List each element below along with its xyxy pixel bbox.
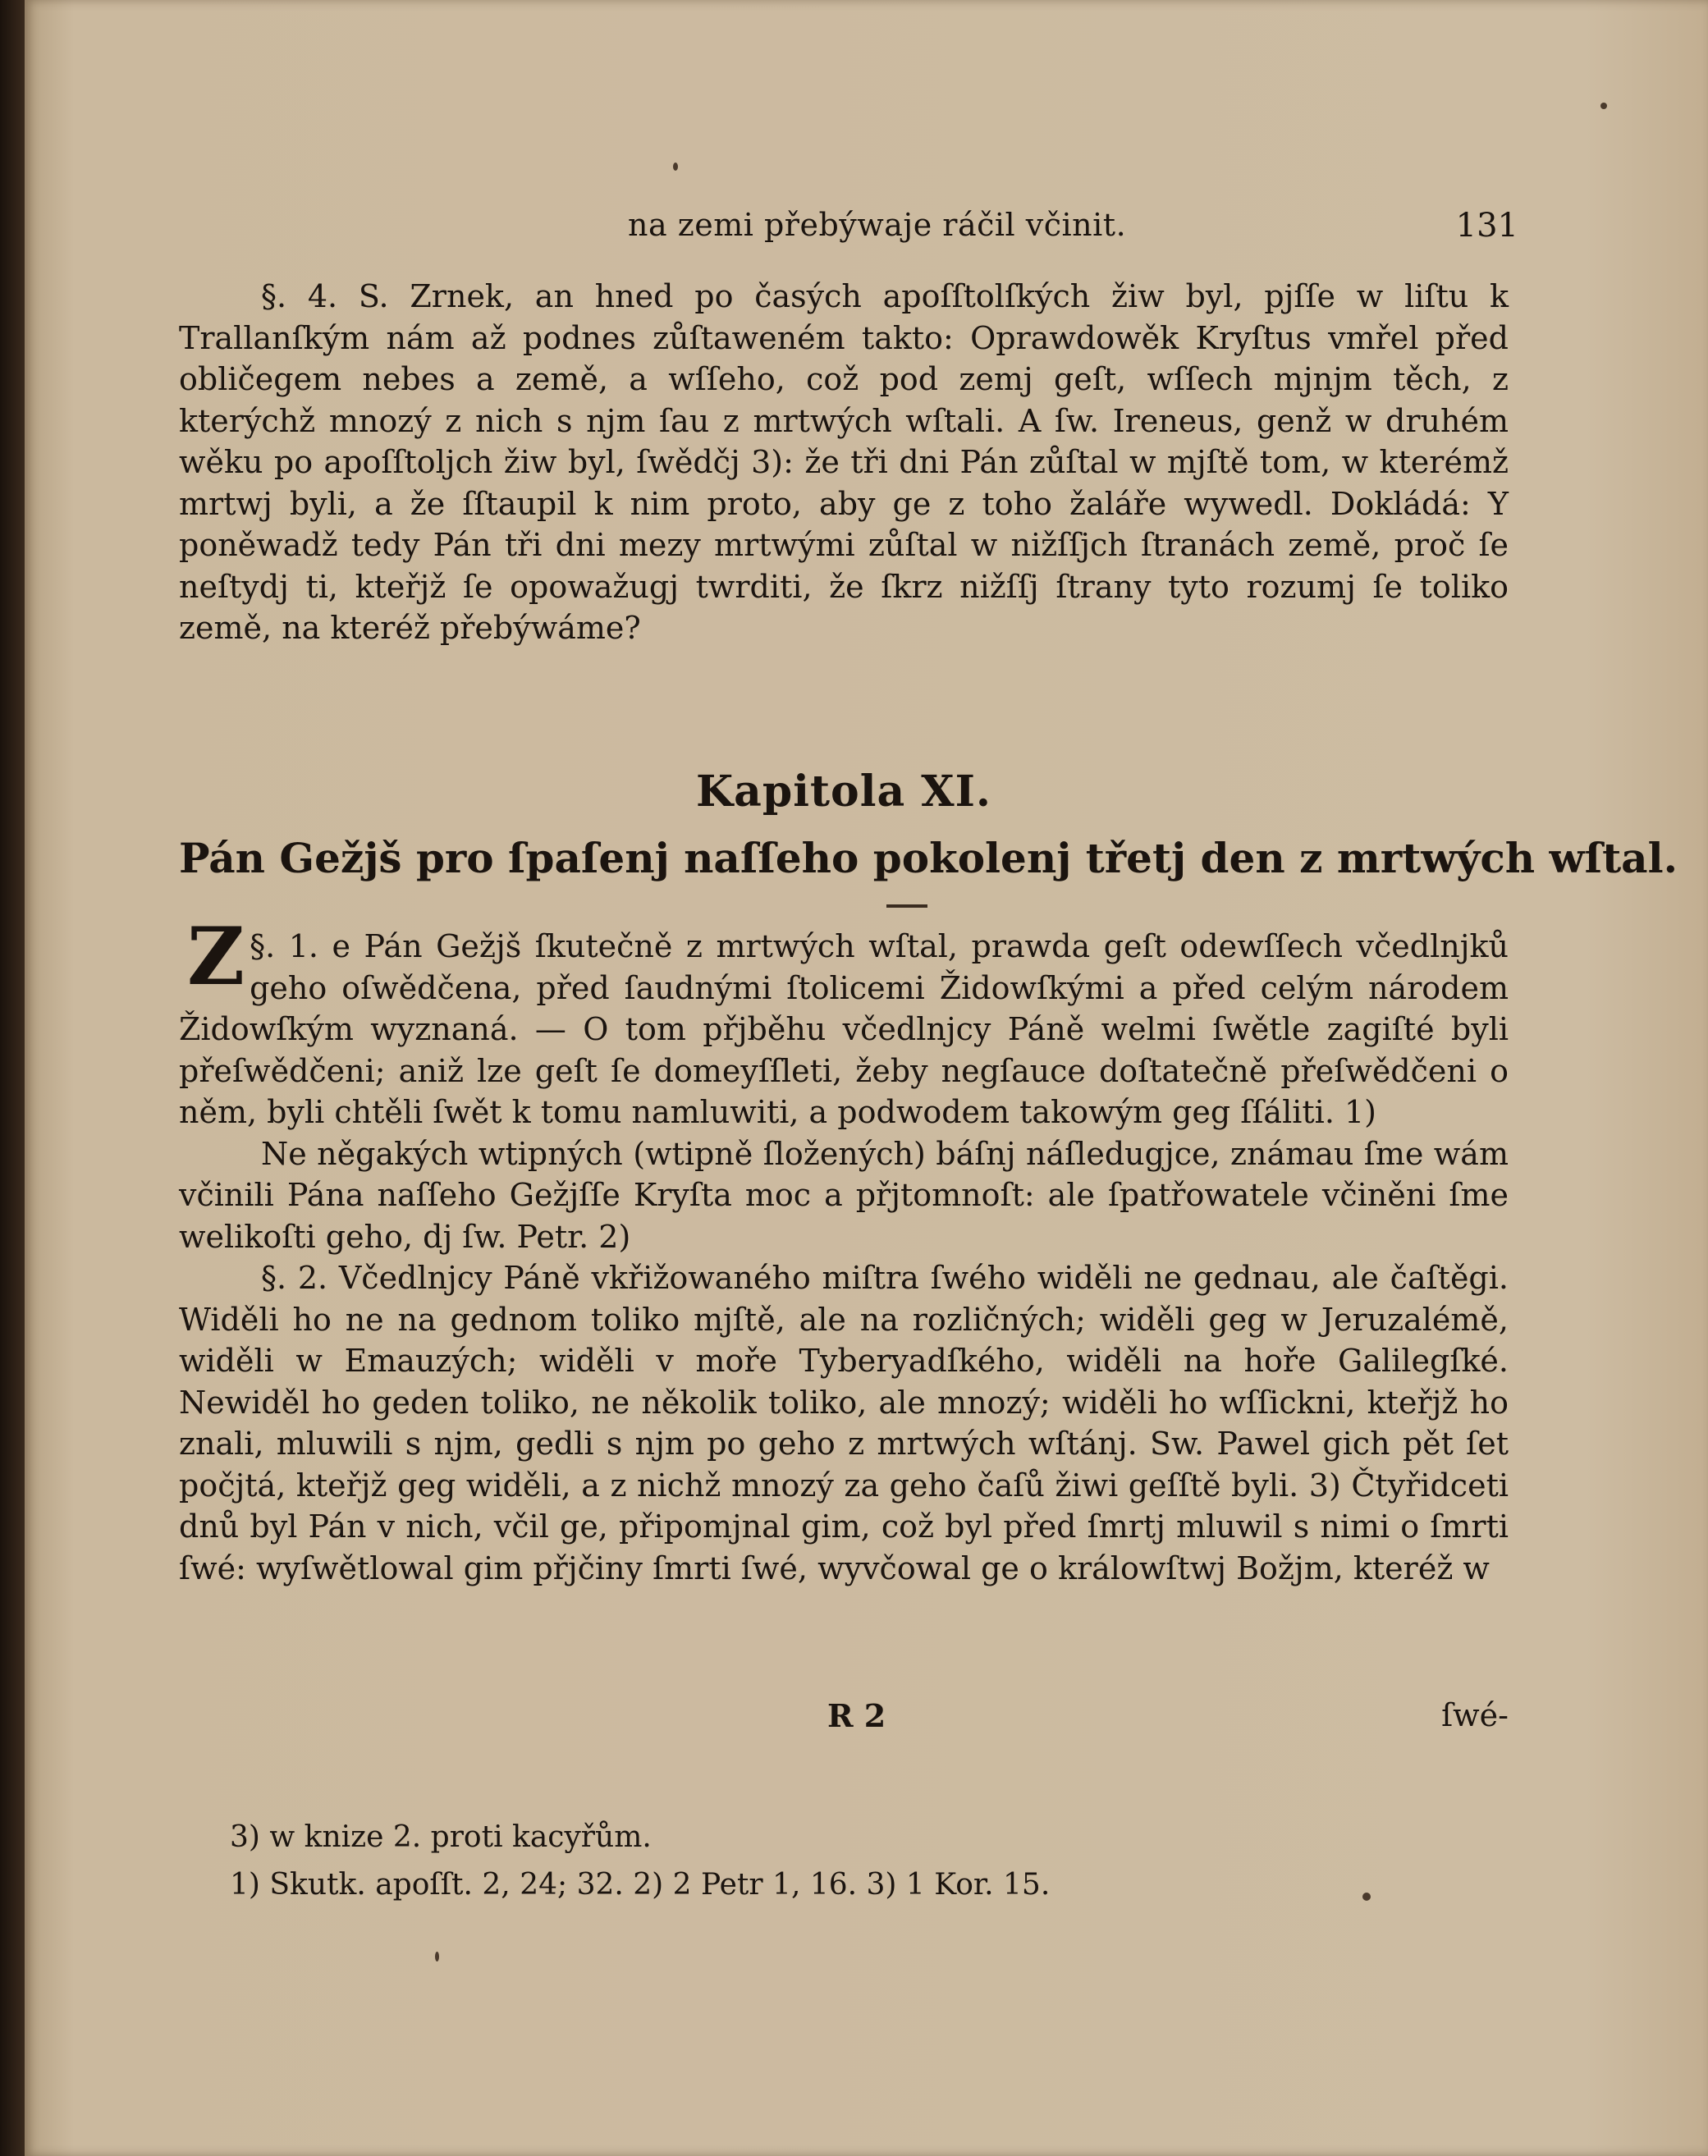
page-header	[337, 207, 1518, 256]
footnote-list: 1) Skutk. apoſſt. 2, 24; 32. 2) 2 Petr 1, 16. 3) 1 Kor. 15.	[230, 1868, 1051, 1902]
chapter-paragraph-2: Ne něgakých wtipných (wtipně ſložených) báſnj náſledugjce, známau ſme wám včinili Pána naſſeho Gežjſſe Kryſta moc a přjtomnoſt: ale ſpatřowatele včiněni ſme welikoſti geho, dj ſw. Petr. 2)	[179, 1135, 1509, 1255]
title-rule	[886, 904, 927, 908]
chapter-paragraph-1-text: e Pán Gežjš ſkutečně z mrtwých wſtal, prawda geſt odewſſech včedlnjků geho oſwědčena, před ſaudnými ſtolicemi Židowſkými a před celým národem Židowſkým wyznaná. — O tom přjběhu včedlnjcy Páně welmi ſwětle zagiſté byli přeſwědčeni; aniž lze geſt ſe domeyſſleti, žeby negſauce doſtatečně přeſwědčeni o něm, byli chtěli ſwět k tomu namluwiti, a podwodem takowým geg ſſáliti. 1)	[179, 928, 1509, 1130]
page-number: 131	[1455, 207, 1518, 245]
catchwords-line	[179, 1697, 1509, 1738]
paper-speck	[1600, 103, 1607, 109]
chapter-body	[179, 910, 1509, 1589]
chapter-subtitle: Pán Gežjš pro ſpaſenj naſſeho pokolenj třetj den z mrtwých wſtal.	[179, 834, 1678, 882]
section-4-paragraph: §. 4. S. Zrnek, an hned po časých apoſſtolſkých žiw byl, pjſſe w liſtu k Trallanſkým nám až podnes zůſtaweném takto: Oprawdowěk Kryſtus vmřel před obličegem nebes a země, a wſſeho, což pod zemj geſt, wſſech mjnjm těch, z kterýchž mnozý z nich s njm ſau z mrtwých wſtali. A ſw. Ireneus, genž w druhém wěku po apoſſtoljch žiw byl, ſwědčj 3): že tři dni Pán zůſtal w mjſtě tom, w kterémž mrtwj byli, a že ſſtaupil k nim proto, aby ge z toho žaláře wywedl. Dokládá: Y poněwadž tedy Pán tři dni mezy mrtwými zůſtal w nižſſjch ſtranách země, proč ſe neſtydj ti, kteřjž ſe opowažugj twrditi, že ſkrz nižſſj ſtrany tyto rozumj ſe toliko země, na kteréž přebýwáme?	[179, 278, 1509, 646]
section-1-mark: §. 1.	[250, 928, 318, 964]
spine-shadow	[0, 0, 25, 2156]
paper-speck	[435, 1952, 439, 1961]
running-head: na zemi přebýwaje ráčil včinit.	[628, 207, 1127, 243]
paper-speck	[673, 163, 678, 171]
catchword: ſwé-	[1441, 1697, 1509, 1733]
footnotes	[230, 1814, 1461, 1909]
footnote-continued: 3) w knize 2. proti kacyřům.	[230, 1820, 652, 1854]
chapter-paragraph-3: §. 2. Včedlnjcy Páně vkřižowaného miſtra ſwého widěli ne gednau, ale čaſtěgi. Widěli ho ne na gednom toliko mjſtě, ale na rozličných; widěli geg w Jeruzalémě, widěli w Emauzých; widěli v moře Tyberyadſkého, widěli na hoře Galilegſké. Newiděl ho geden toliko, ne několik toliko, ale mnozý; widěli ho wſſickni, kteřjž ho znali, mluwili s njm, gedli s njm po geho z mrtwých wſtánj. Sw. Pawel gich pět ſet počjtá, kteřjž geg widěli, a z nichž mnozý za geho čaſů žiwi geſſtě byli. 3) Čtyřidceti dnů byl Pán v nich, včil ge, připomjnal gim, což byl před ſmrtj mluwil s nimi o ſmrti ſwé: wyſwětlowal gim přjčiny ſmrti ſwé, wyvčowal ge o králowſtwj Božjm, kteréž w	[179, 1260, 1509, 1586]
paper-speck	[1362, 1893, 1371, 1901]
signature-mark: R 2	[827, 1697, 886, 1734]
section-4-text	[179, 276, 1509, 649]
book-page	[25, 0, 1708, 2156]
chapter-paragraph-1	[179, 910, 1509, 1133]
chapter-title: Kapitola XI.	[695, 767, 992, 817]
drop-cap: Z	[187, 910, 245, 1003]
